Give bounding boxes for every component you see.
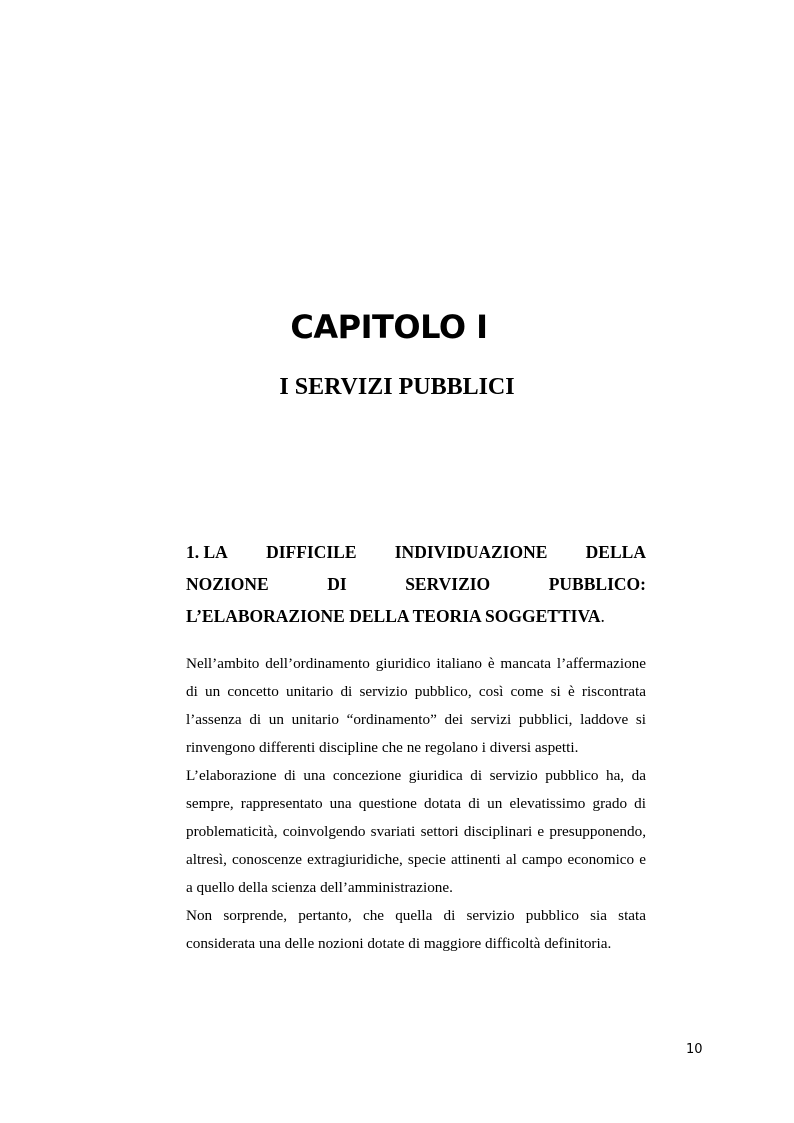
heading-period: . xyxy=(600,606,605,626)
heading-text: L’ELABORAZIONE DELLA TEORIA SOGGETTIVA xyxy=(186,606,601,626)
section-heading-line-1 xyxy=(186,536,646,568)
body-text xyxy=(186,650,646,958)
heading-word: DIFFICILE xyxy=(266,542,357,562)
section-heading-line-3 xyxy=(186,600,646,632)
section-heading xyxy=(186,536,646,632)
paragraph: Non sorprende, pertanto, che quella di servizio pubblico sia stata considerata una delle nozioni dotate di maggiore difficoltà definitoria. xyxy=(186,907,646,952)
heading-word: SERVIZIO xyxy=(405,574,491,594)
heading-word: NOZIONE xyxy=(186,574,269,594)
page-number: 10 xyxy=(686,1042,703,1057)
heading-word: PUBBLICO: xyxy=(548,574,646,594)
heading-word: DELLA xyxy=(585,542,646,562)
section-heading-line-2 xyxy=(186,568,646,600)
heading-word: DI xyxy=(327,574,347,594)
paragraph: Nell’ambito dell’ordinamento giuridico italiano è mancata l’affermazione di un concetto unitario di servizio pubblico, così come si è riscontrata l’assenza di un unitario “ordinamento” dei servizi pubblici, laddove si rinvengono differenti discipline che ne regolano i diversi aspetti. xyxy=(186,655,646,756)
heading-word: INDIVIDUAZIONE xyxy=(394,542,548,562)
chapter-label: CAPITOLO I xyxy=(290,308,488,346)
heading-word: 1. LA xyxy=(186,542,228,562)
paragraph: L’elaborazione di una concezione giuridica di servizio pubblico ha, da sempre, rappresentato una questione dotata di un elevatissimo grado di problematicità, coinvolgendo svariati settori disciplinari e presupponendo, altresì, conoscenze extragiuridiche, specie attinenti al campo economico e a quello della scienza dell’amministrazione. xyxy=(186,767,646,896)
chapter-title: I SERVIZI PUBBLICI xyxy=(279,374,515,400)
